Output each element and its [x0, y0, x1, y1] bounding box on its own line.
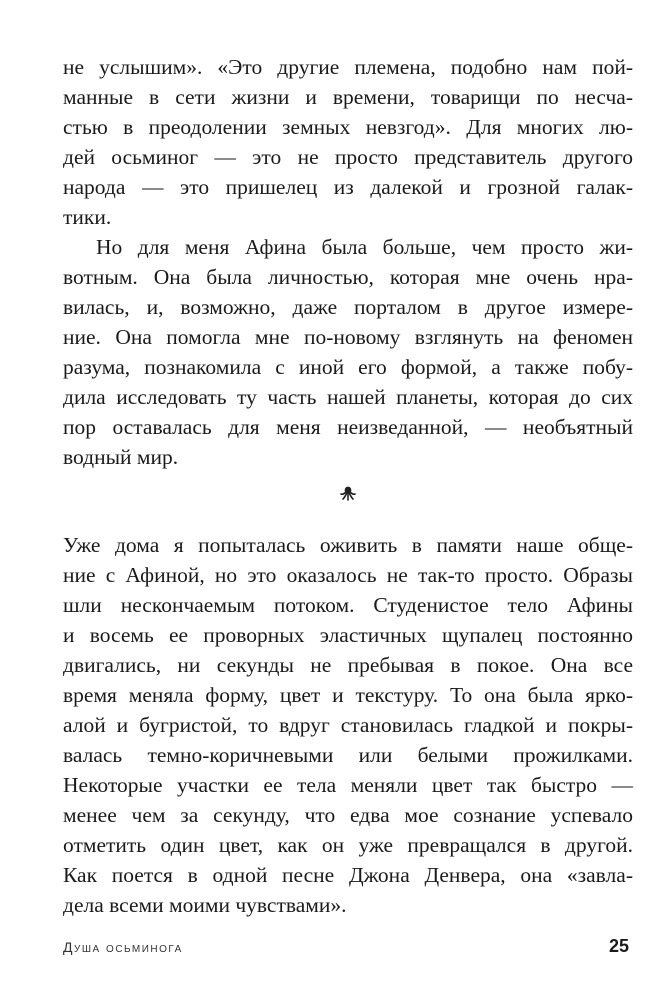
- text-line: народа — это пришелец из далекой и грозной галак-: [63, 175, 633, 199]
- paragraph-2: [63, 232, 633, 472]
- text-line: Как поется в одной песне Джона Денвера, она «завла-: [63, 863, 633, 887]
- text-line: алой и бугристой, то вдруг становилась гладкой и покры-: [63, 713, 633, 737]
- text-line: манные в сети жизни и времени, товарищи по несча-: [63, 85, 633, 109]
- text-line: тики.: [63, 205, 112, 229]
- text-line: ние. Она помогла мне по-новому взглянуть на феномен: [63, 325, 633, 349]
- running-title: Душа осьминога: [63, 939, 183, 955]
- text-line: вотным. Она была личностью, которая мне очень нра-: [63, 265, 633, 289]
- text-line: вилась, и, возможно, даже порталом в другое измере-: [63, 295, 633, 319]
- text-line: разума, познакомила с иной его формой, а также побу-: [63, 355, 633, 379]
- text-line: Некоторые участки ее тела меняли цвет так быстро —: [63, 773, 633, 797]
- text-line: двигались, ни секунды не пребывая в покое. Она все: [63, 653, 633, 677]
- text-line: шли нескончаемым потоком. Студенистое тело Афины: [63, 593, 633, 617]
- section-divider: [63, 472, 633, 530]
- paragraph-1: [63, 52, 633, 232]
- text-line: и восемь ее проворных эластичных щупалец постоянно: [63, 623, 633, 647]
- text-line: пор оставалась для меня неизведанной, — необъятный: [63, 415, 633, 439]
- paragraph-3: [63, 530, 633, 920]
- text-line: менее чем за секунду, что едва мое сознание успевало: [63, 803, 633, 827]
- octopus-ornament-icon: [339, 484, 357, 502]
- text-line: ние с Афиной, но это оказалось не так-то просто. Образы: [63, 563, 633, 587]
- text-line: Но для меня Афина была больше, чем просто жи-: [96, 235, 633, 259]
- page-footer: [63, 936, 629, 963]
- text-line: не услышим». «Это другие племена, подобно нам пой-: [63, 55, 633, 79]
- text-line: валась темно-коричневыми или белыми прожилками.: [63, 743, 633, 767]
- text-line: водный мир.: [63, 445, 179, 469]
- page-body: [63, 52, 633, 920]
- page-number: 25: [608, 936, 629, 956]
- text-line: дей осьминог — это не просто представитель другого: [63, 145, 633, 169]
- text-line: дила исследовать ту часть нашей планеты, которая до сих: [63, 385, 633, 409]
- text-line: стью в преодолении земных невзгод». Для многих лю-: [63, 115, 633, 139]
- text-line: время меняла форму, цвет и текстуру. То она была ярко-: [63, 683, 633, 707]
- text-line: отметить один цвет, как он уже превращался в другой.: [63, 833, 633, 857]
- text-line: Уже дома я попыталась оживить в памяти наше обще-: [63, 533, 633, 557]
- text-line: дела всеми моими чувствами».: [63, 893, 347, 917]
